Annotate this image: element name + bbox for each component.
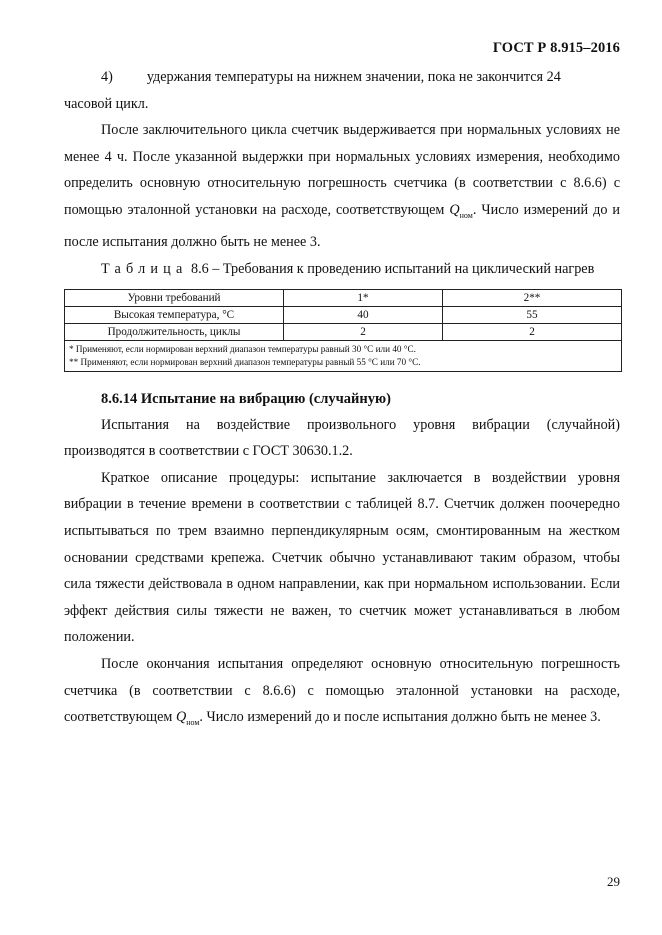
table-header-cell: 1*	[284, 289, 443, 306]
paragraph-text-end: . Число измерений до и после испытания должно быть не менее 3.	[199, 709, 601, 726]
list-item-number: 4)	[101, 69, 113, 85]
table-cell: 2	[443, 323, 622, 340]
page-content	[64, 64, 620, 737]
document-header: ГОСТ Р 8.915–2016	[492, 40, 620, 56]
table-header-cell: 2**	[443, 289, 622, 306]
paragraph-procedure: Краткое описание процедуры: испытание заключается в воздействии уровня вибрации в течение времени в соответствии с таблицей 8.7. Счетчик должен поочередно испытываться по трем взаимно перпендикулярным осям, смонтированным на жестком основании средствами крепежа. Счетчик обычно устанавливают таким образом, чтобы сила тяжести действовала в одном направлении, как при нормальном использовании. Если эффект действия силы тяжести не важен, то счетчик может устанавливаться в любом положении.	[64, 469, 620, 646]
table-note: ** Применяют, если нормирован верхний диапазон температуры равный 55 °С или 70 °С.	[69, 356, 421, 367]
table-cell: 55	[443, 306, 622, 323]
paragraph-vibration-intro: Испытания на воздействие произвольного уровня вибрации (случайной) производятся в соответствии с ГОСТ 30630.1.2.	[64, 416, 620, 460]
table-caption	[64, 256, 620, 283]
table-header-row	[65, 289, 622, 306]
table-cell: 40	[284, 306, 443, 323]
table-note: * Применяют, если нормирован верхний диапазон температуры равный 30 °С или 40 °С.	[69, 343, 416, 354]
table-row	[65, 323, 622, 340]
q-nom-symbol: $Q_{ном}$	[449, 201, 473, 220]
list-item-text-first: удержания температуры на нижнем значении, пока не закончится 24	[146, 69, 561, 85]
paragraph-final-cycle	[64, 117, 620, 256]
q-nom-symbol: $Q_{ном}$	[175, 709, 200, 727]
paragraph-text: После окончания испытания определяют основную относительную погрешность счетчика (в соответствии с 8.6.6) с помощью эталонной установки на расходе, соответствующем	[64, 655, 620, 726]
paragraph-text: После заключительного цикла счетчик выдерживается при нормальных условиях не менее 4 ч. После указанной выдержки при нормальных условиях измерения, необходимо определить основную относительную погрешность счетчика (в соответствии с 8.6.6) с помощью эталонной установки на расходе, соответствующем	[64, 122, 620, 218]
paragraph-text-end: . Число измерений до и после испытания должно быть не менее 3.	[64, 201, 620, 251]
table-cell: Продолжительность, циклы	[65, 323, 284, 340]
table-caption-text: 8.6 – Требования к проведению испытаний на циклический нагрев	[187, 260, 595, 277]
table-notes-row	[65, 340, 622, 371]
table-notes	[65, 340, 622, 371]
section-title: 8.6.14 Испытание на вибрацию (случайную)	[101, 390, 391, 407]
paragraph-after-test	[64, 651, 620, 737]
table-cell: 2	[284, 323, 443, 340]
table-cell: Высокая температура, °С	[65, 306, 284, 323]
page-number: 29	[607, 874, 620, 889]
requirements-table	[64, 289, 622, 372]
table-caption-word: Таблица	[101, 260, 188, 277]
list-item-4-continuation: часовой цикл.	[64, 95, 149, 112]
list-item-4	[64, 64, 620, 91]
table-header-cell: Уровни требований	[65, 289, 284, 306]
table-row	[65, 306, 622, 323]
